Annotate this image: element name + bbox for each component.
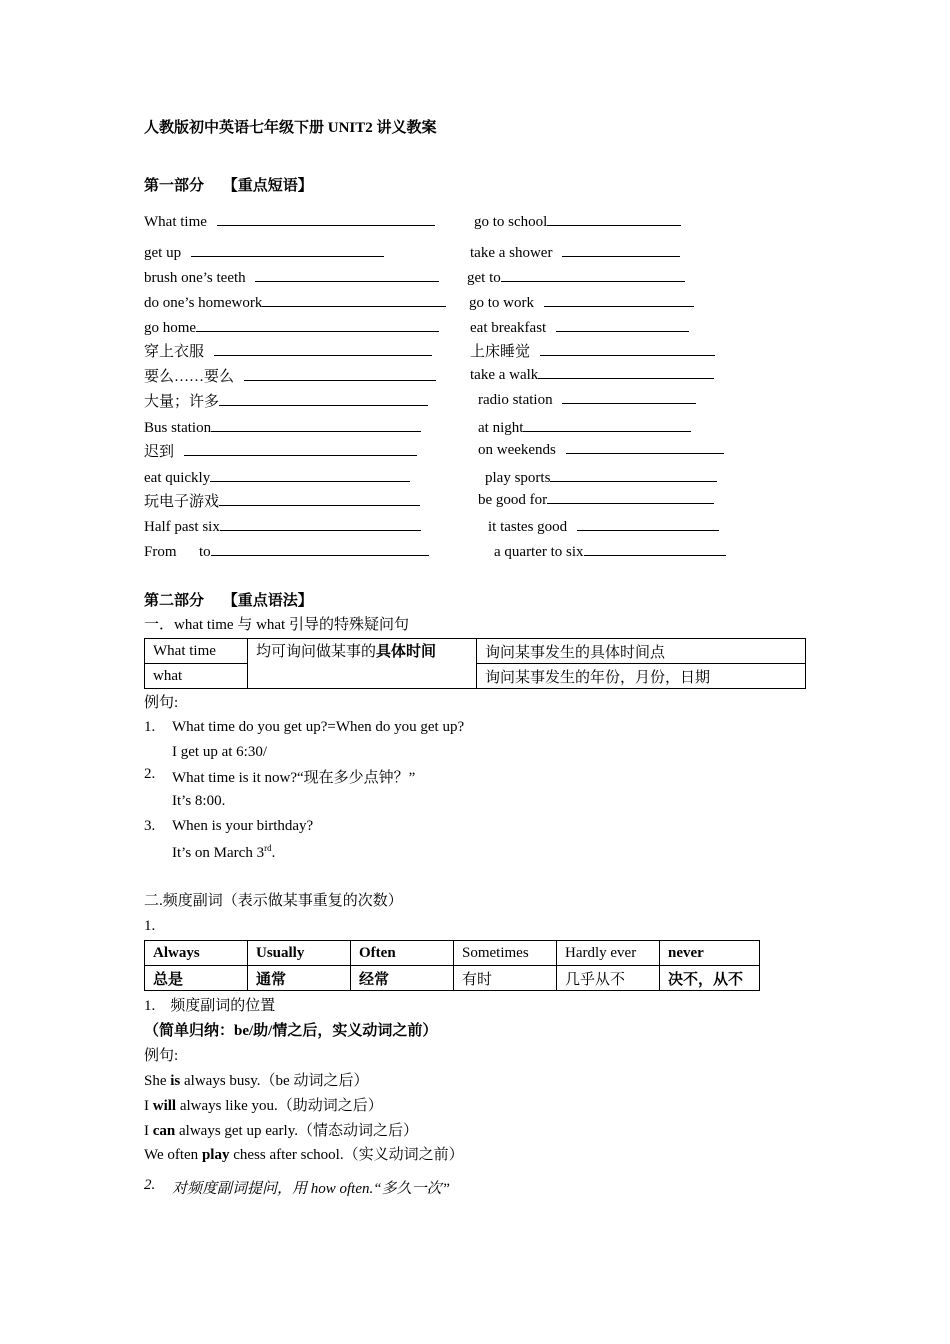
phrase-item	[144, 390, 428, 411]
phrase-item	[478, 390, 696, 409]
fill-blank	[214, 342, 432, 356]
sentence-keyword: play	[201, 1147, 230, 1163]
phrase-text: From to	[144, 544, 211, 560]
phrase-item	[144, 293, 446, 312]
phrase-item	[478, 490, 714, 509]
fill-blank	[547, 490, 714, 504]
phrase-text: 要么……要么	[144, 369, 235, 385]
fill-blank	[217, 212, 435, 226]
fill-blank	[577, 517, 719, 531]
table-cell: never	[660, 941, 760, 966]
phrase-text: be good for	[478, 492, 548, 508]
ordinal-suffix: rd	[264, 843, 272, 853]
fill-blank	[219, 392, 428, 406]
phrase-text: play sports	[485, 470, 551, 486]
example-answer	[172, 843, 275, 862]
example-answer: I get up at 6:30/	[172, 744, 267, 760]
phrase-item	[488, 517, 719, 536]
fill-blank	[566, 440, 724, 454]
answer-text: .	[271, 845, 276, 861]
table-cell: 询问某事发生的年份，月份，日期	[477, 664, 806, 689]
sentence-keyword: can	[152, 1123, 176, 1139]
phrase-text: on weekends	[478, 442, 556, 458]
fill-blank	[544, 293, 694, 307]
sentence-text: I	[144, 1098, 153, 1114]
phrase-text: 迟到	[144, 444, 175, 460]
example-sentence	[144, 1119, 418, 1140]
example-number: 3.	[144, 818, 156, 834]
table-cell: Usually	[248, 941, 351, 966]
example-answer: It’s 8:00.	[172, 793, 226, 809]
example-number: 2.	[144, 766, 156, 782]
fill-blank	[211, 418, 421, 432]
fill-blank	[523, 418, 691, 432]
table-cell-merged	[248, 639, 477, 689]
phrase-item	[470, 243, 680, 262]
table-cell: 几乎从不	[557, 966, 660, 991]
table-cell: 询问某事发生的具体时间点	[477, 639, 806, 664]
sentence-text: chess after school.（实义动词之前）	[229, 1147, 464, 1163]
list-number: 2.	[144, 1177, 156, 1193]
frequency-table	[144, 940, 760, 991]
phrase-item	[467, 268, 685, 287]
phrase-text: brush one’s teeth	[144, 270, 246, 286]
example-label: 例句:	[144, 695, 179, 711]
phrase-text: 大量；许多	[144, 394, 220, 410]
table-cell: 通常	[248, 966, 351, 991]
table-cell: Often	[351, 941, 454, 966]
phrase-text: 穿上衣服	[144, 344, 205, 360]
phrase-item	[144, 440, 417, 461]
example-question: What time is it now?“现在多少点钟？”	[172, 770, 416, 786]
cell-text: 均可询问做某事的	[256, 644, 377, 660]
phrase-text: What time	[144, 214, 207, 230]
example-label: 例句:	[144, 1048, 179, 1064]
example-sentence	[144, 1094, 383, 1115]
phrase-item	[144, 418, 421, 437]
cell-text-bold: 具体时间	[376, 644, 437, 660]
phrase-text: Half past six	[144, 519, 220, 535]
sentence-text: We often	[144, 1147, 202, 1163]
sentence-text: I	[144, 1123, 153, 1139]
phrase-item	[144, 517, 421, 536]
fill-blank	[184, 442, 417, 456]
phrase-item	[144, 268, 439, 287]
phrase-item	[478, 440, 724, 459]
sentence-text: always busy.（be 动词之后）	[180, 1073, 369, 1089]
fill-blank	[196, 318, 439, 332]
phrase-item	[474, 212, 681, 231]
section-frequency-adverbs: 二.频度副词（表示做某事重复的次数）	[144, 893, 403, 909]
example-sentence	[144, 1069, 368, 1090]
fill-blank	[191, 243, 384, 257]
example-question: What time do you get up?=When do you get up?	[172, 719, 465, 735]
fill-blank	[210, 468, 410, 482]
part2-heading: 第二部分 【重点语法】	[144, 593, 313, 609]
table-cell: 决不，从不	[660, 966, 760, 991]
phrase-text: get to	[467, 270, 501, 286]
phrase-item	[144, 542, 429, 561]
phrase-text: 上床睡觉	[470, 344, 531, 360]
phrase-item	[144, 340, 432, 361]
summary-rule: （简单归纳：be/助/情之后，实义动词之前）	[144, 1023, 438, 1039]
section-what-time: 一．what time 与 what 引导的特殊疑问句	[144, 617, 409, 633]
phrase-item	[144, 490, 420, 511]
position-title: 1. 频度副词的位置	[144, 998, 276, 1014]
phrase-text: eat breakfast	[470, 320, 547, 336]
table-cell: Sometimes	[454, 941, 557, 966]
phrase-text: take a shower	[470, 245, 553, 261]
table-cell: Hardly ever	[557, 941, 660, 966]
phrase-item	[144, 212, 435, 231]
phrase-item	[470, 340, 715, 361]
fill-blank	[538, 365, 714, 379]
phrase-text: a quarter to six	[494, 544, 584, 560]
phrase-item	[485, 468, 717, 487]
phrase-text: do one’s homework	[144, 295, 263, 311]
phrase-text: Bus station	[144, 420, 212, 436]
phrase-item	[144, 468, 410, 487]
list-number: 1.	[144, 918, 156, 934]
sentence-keyword: will	[152, 1098, 177, 1114]
table-cell: what	[145, 664, 248, 689]
fill-blank	[255, 268, 439, 282]
phrase-text: take a walk	[470, 367, 539, 383]
sentence-text: always get up early.（情态动词之后）	[175, 1123, 418, 1139]
what-time-table	[144, 638, 806, 689]
example-sentence	[144, 1143, 464, 1164]
phrase-text: get up	[144, 245, 182, 261]
answer-text: It’s on March 3	[172, 845, 265, 861]
phrase-text: 玩电子游戏	[144, 494, 220, 510]
phrase-text: at night	[478, 420, 524, 436]
fill-blank	[501, 268, 685, 282]
fill-blank	[244, 367, 436, 381]
fill-blank	[562, 243, 680, 257]
table-cell: 经常	[351, 966, 454, 991]
phrase-text: go to work	[469, 295, 534, 311]
fill-blank	[547, 212, 681, 226]
question-frequency-note: 对频度副词提问，用 how often.“多久一次”	[172, 1181, 450, 1197]
document-title: 人教版初中英语七年级下册 UNIT2 讲义教案	[144, 120, 437, 136]
phrase-item	[144, 243, 384, 262]
example-question: When is your birthday?	[172, 818, 314, 834]
phrase-text: eat quickly	[144, 470, 211, 486]
phrase-text: radio station	[478, 392, 553, 408]
phrase-item	[144, 318, 439, 337]
fill-blank	[562, 390, 696, 404]
phrase-item	[469, 293, 694, 312]
phrase-text: it tastes good	[488, 519, 568, 535]
fill-blank	[262, 293, 446, 307]
phrase-text: go home	[144, 320, 197, 336]
part1-heading: 第一部分 【重点短语】	[144, 178, 313, 194]
phrase-item	[478, 418, 691, 437]
sentence-text: always like you.（助动词之后）	[176, 1098, 383, 1114]
sentence-keyword: is	[170, 1073, 181, 1089]
phrase-item	[470, 365, 714, 384]
fill-blank	[550, 468, 717, 482]
phrase-item	[470, 318, 689, 337]
fill-blank	[219, 492, 420, 506]
phrase-item	[144, 365, 436, 386]
table-cell: 总是	[145, 966, 248, 991]
phrase-item	[494, 542, 726, 561]
phrase-text: go to school	[474, 214, 548, 230]
table-cell: 有时	[454, 966, 557, 991]
fill-blank	[220, 517, 421, 531]
sentence-text: She	[144, 1073, 171, 1089]
table-cell: What time	[145, 639, 248, 664]
fill-blank	[540, 342, 715, 356]
example-number: 1.	[144, 719, 156, 735]
fill-blank	[584, 542, 726, 556]
fill-blank	[211, 542, 429, 556]
fill-blank	[556, 318, 689, 332]
table-cell: Always	[145, 941, 248, 966]
